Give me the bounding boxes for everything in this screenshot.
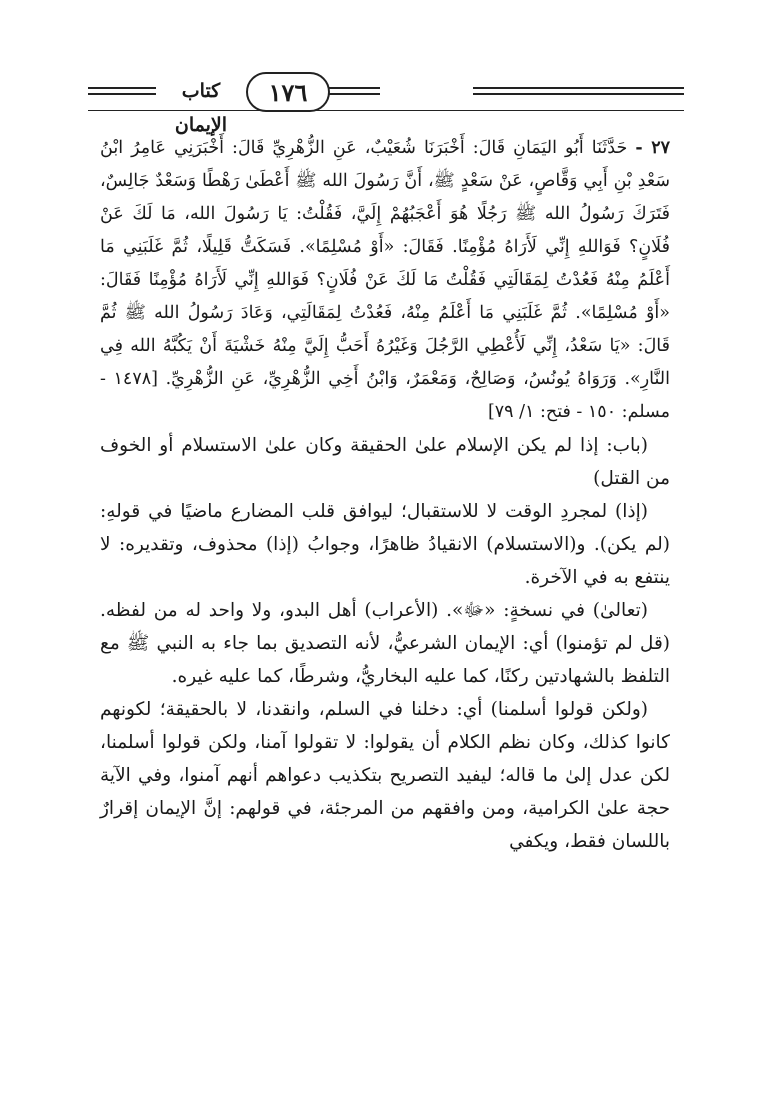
header-underline (88, 110, 684, 111)
page-number-badge (246, 72, 330, 112)
commentary-paragraph: (تعالىٰ) في نسخةٍ: «ﷻ». (الأعراب) أهل البدو، ولا واحد له من لفظه.(قل لم تؤمنوا) أي: الإيمان الشرعيُّ، لأنه التصديق بما جاء به النبي ﷺ مع التلفظ بالشهادتين ركنًا، كما عليه البخاريُّ، وشرطًا، كما عليه غيره. (100, 600, 670, 687)
header-rule (88, 87, 156, 89)
hadith-paragraph (100, 132, 670, 429)
chapter-heading: (باب: إذا لم يكن الإسلام علىٰ الحقيقة وكان علىٰ الاستسلام أو الخوف من القتل) (100, 435, 670, 489)
hadith-text: حَدَّثَنَا أَبُو اليَمَانِ قَالَ: أَخْبَرَنَا شُعَيْبٌ، عَنِ الزُّهْرِيِّ قَالَ: أَخْبَرَنِي عَامِرُ ابْنُ سَعْدِ بْنِ أَبِي وَقَّاصٍ، عَنْ سَعْدٍ ﷺ، أَنَّ رَسُولَ الله ﷺ أَعْطَىٰ رَهْطًا وَسَعْدٌ جَالِسٌ، فَتَرَكَ رَسُولُ الله ﷺ رَجُلًا هُوَ أَعْجَبُهُمْ إِلَيَّ، فَقُلْتُ: يَا رَسُولَ الله، مَا لَكَ عَنْ فُلَانٍ؟ فَوَاللهِ إِنِّي لَأَرَاهُ مُؤْمِنًا. فَقَالَ: «أَوْ مُسْلِمًا». فَسَكَتُّ قَلِيلًا، ثُمَّ غَلَبَنِي مَا أَعْلَمُ مِنْهُ فَعُدْتُ لِمَقَالَتِي فَقُلْتُ مَا لَكَ عَنْ فُلَانٍ؟ فَوَاللهِ إِنِّي لَأَرَاهُ مُؤْمِنًا فَقَالَ: «أَوْ مُسْلِمًا». ثُمَّ غَلَبَنِي مَا أَعْلَمُ مِنْهُ، فَعُدْتُ لِمَقَالَتِي، وَعَادَ رَسُولُ الله ﷺ ثُمَّ قَالَ: «يَا سَعْدُ، إِنِّي لَأُعْطِي الرَّجُلَ وَغَيْرُهُ أَحَبُّ إِلَيَّ مِنْهُ خَشْيَةَ أَنْ يَكُبَّهُ الله فِي النَّارِ». وَرَوَاهُ يُونُسُ، وَصَالِحٌ، وَمَعْمَرٌ، وَابْنُ أَخِي الزُّهْرِيِّ، عَنِ الزُّهْرِيِّ. [١٤٧٨ - مسلم: ١٥٠ - فتح: ١/ ٧٩] (100, 138, 670, 422)
header-rule (326, 87, 380, 89)
commentary-paragraph: (ولكن قولوا أسلمنا) أي: دخلنا في السلم، وانقدنا، لا بالحقيقة؛ لكونهم كانوا كذلك، وكان نظم الكلام أن يقولوا: لا تقولوا آمنا، ولكن قولوا أسلمنا، لكن عدل إلىٰ ما قاله؛ ليفيد التصريح بتكذيب دعواهم أنهم آمنوا، وفي الآية حجة علىٰ الكرامية، ومن وافقهم من المرجئة، في قولهم: إنَّ الإيمان إقرارٌ باللسان فقط، ويكفي (100, 699, 670, 852)
header-rule (88, 93, 156, 95)
page-number: ١٧٦ (268, 77, 308, 107)
header-rule (473, 87, 684, 89)
header-rule (326, 93, 380, 95)
header-rule (473, 93, 684, 95)
page-header (88, 70, 684, 136)
hadith-number: ٢٧ - (635, 138, 670, 158)
page-body (100, 132, 670, 858)
book-title: كتاب الإيمان (174, 80, 228, 136)
commentary-paragraph: (إذا) لمجردِ الوقت لا للاستقبال؛ ليوافق قلب المضارع ماضيًا في قولهِ: (لم يكن). و(الاستسلام) الانقيادُ ظاهرًا، وجوابُ (إذا) محذوف، وتقديره: لا ينتفع به في الآخرة. (100, 501, 670, 588)
